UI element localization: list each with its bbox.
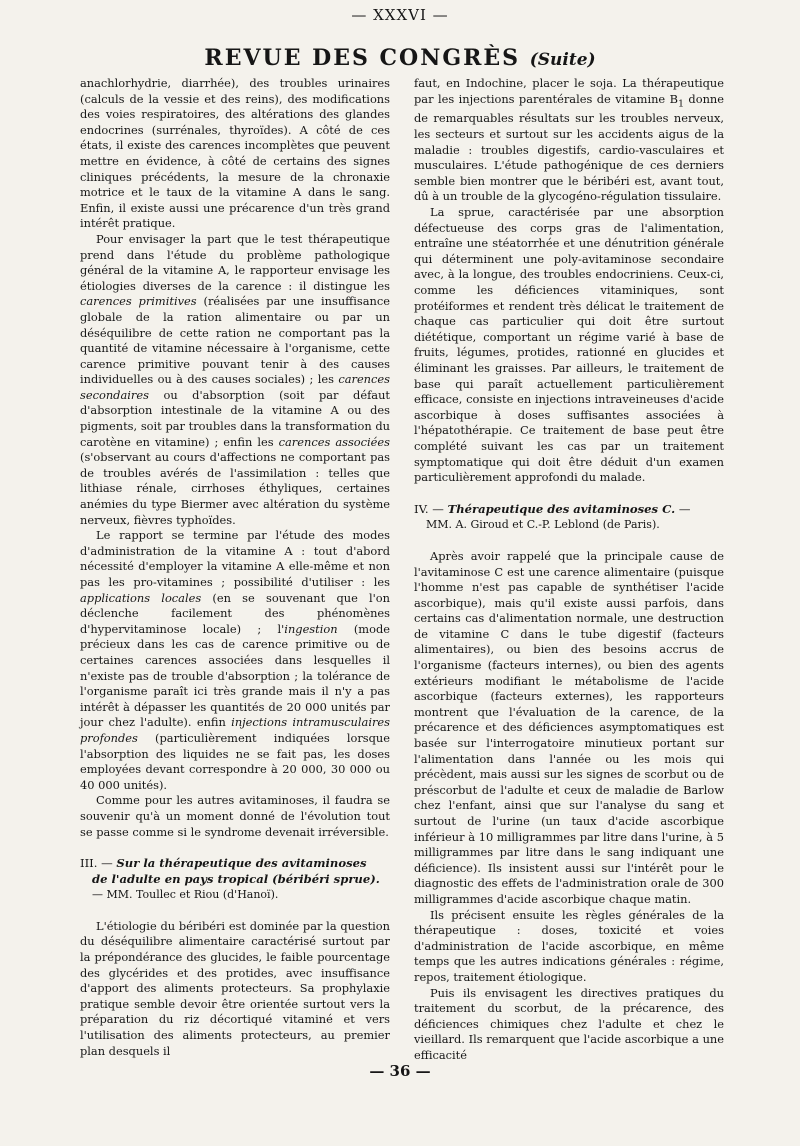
italic-text: injections intramusculaires profondes bbox=[80, 715, 390, 745]
section-iv-title-dash: — bbox=[675, 501, 691, 516]
subscript-text: 1 bbox=[677, 97, 684, 109]
left-column bbox=[80, 76, 390, 1059]
paragraph bbox=[414, 205, 724, 486]
paragraph bbox=[80, 528, 390, 793]
body-text: (en se souvenant que l'on déclenche facilement des phénomènes d'hypervitaminose locale) ; l' bbox=[80, 590, 390, 636]
page-title-suffix: (Suite) bbox=[529, 50, 596, 70]
body-text: Ils précisent ensuite les règles générales de la thérapeutique : doses, toxicité et voies d'administration de l'acide ascorbique, en même temps que les autres indications générales : régime, repos, traitement étiologique. bbox=[414, 907, 724, 984]
spacer bbox=[414, 533, 724, 549]
paragraph bbox=[80, 76, 390, 232]
right-column-body bbox=[414, 76, 724, 486]
page-bottom-number: — 36 — bbox=[369, 1062, 431, 1080]
section-iii-number: III. — bbox=[80, 856, 117, 871]
paragraph bbox=[414, 908, 724, 986]
section-iv-number: IV. — bbox=[414, 501, 448, 516]
spacer bbox=[80, 840, 390, 856]
spacer bbox=[414, 486, 724, 502]
section-iv-heading bbox=[414, 502, 724, 533]
body-text: (s'observant au cours d'affections ne comportant pas de troubles avérés de l'assimilation : telles que lithiase rénale, cirrhoses éthyliques, certaines anémies du type Biermer avec altération du système nerveux, fièvres typhoïdes. bbox=[80, 450, 390, 527]
section-iii-heading bbox=[80, 856, 390, 903]
body-text: Puis ils envisagent les directives pratiques du traitement du scorbut, de la précarence, des déficiences chimiques chez l'adulte et chez le vieillard. Ils remarquent que l'acide ascorbique a une efficacité bbox=[414, 985, 724, 1062]
body-text: (particulièrement indiquées lorsque l'absorption des liquides ne se fait pas, les doses employées devant correspondre à 20 000, 30 000 ou 40 000 unités). bbox=[80, 730, 390, 792]
italic-text: applications locales bbox=[80, 590, 202, 605]
left-column-body-after bbox=[80, 919, 390, 1059]
right-column-body-after bbox=[414, 549, 724, 1064]
body-text: La sprue, caractérisée par une absorption défectueuse des corps gras de l'alimentation, entraîne une stéatorrhée et une dénutrition générale qui déterminent une poly-avitaminose secondaire avec, à la longue, des troubles endocriniens. Ceux-ci, comme les déficiences vitaminiques, sont protéiformes et rendent très délicat le traitement de chaque cas particulier qui doit être surtout diététique, comportant un régime varié à base de fruits, légumes, protides, rationné en glucides et éliminant les graisses. Par ailleurs, le traitement de base qui paraît actuellement particulièrement efficace, consiste en injections intraveineuses d'acide ascorbique à doses suffisantes associées à l'hépatothérapie. Ce traitement de base peut être complété suivant les cas par un traitement symptomatique qui doit être déduit d'un examen particulièrement approfondi du malade. bbox=[414, 205, 724, 485]
italic-text: carences primitives bbox=[80, 294, 197, 309]
paragraph bbox=[80, 919, 390, 1059]
page-title bbox=[0, 45, 800, 71]
body-text: (réalisées par une insuffisance globale de la ration alimentaire ou par un déséquilibre de cette ration ne comportant pas la quantité de vitamine nécessaire à l'organisme, cette carence primitive pouvant tenir à des causes individuelles ou à des causes sociales) ; les bbox=[80, 294, 390, 387]
body-text: Après avoir rappelé que la principale cause de l'avitaminose C est une carence alimentaire (puisque l'homme n'est pas capable de synthétiser l'acide ascorbique), mais qu'il existe aussi parfois, dans certains cas d'alimentation normale, une destruction de vitamine C dans le tube digestif (facteurs alimentaires), ou bien des besoins accrus de l'organisme (facteurs internes), ou bien des agents extérieurs modifiant le métabolisme de l'acide ascorbique (facteurs externes), les rapporteurs montrent que l'évaluation de la carence, de la précarence et des déficiences asymptomatiques est basée sur l'interrogatoire minutieux portant sur l'alimentation dans l'année ou les mois qui précèdent, mais aussi sur les signes de scorbut ou de préscorbut de l'adulte et ceux de maladie de Barlow chez l'enfant, ainsi que sur l'analyse du sang et surtout de l'urine (un taux d'acide ascorbique inférieur à 10 milligrammes par litre dans l'urine, à 5 milligrammes par litre dans le sang indiquant une déficience). Ils insistent aussi sur l'intérêt pour le diagnostic des effets de l'administration orale de 300 milligrammes d'acide ascorbique chaque matin. bbox=[414, 548, 724, 906]
body-text: Pour envisager la part que le test thérapeutique prend dans l'étude du problème pathologique général de la vitamine A, le rapporteur envisage les étiologies diverses de la carence : il distingue les bbox=[80, 231, 390, 293]
right-column bbox=[414, 76, 724, 1064]
body-text: Comme pour les autres avitaminoses, il faudra se souvenir qu'à un moment donné de l'évolution tout se passe comme si le syndrome devenait irréversible. bbox=[80, 793, 390, 839]
italic-text: ingestion bbox=[284, 621, 338, 636]
paragraph bbox=[80, 232, 390, 528]
body-text: L'étiologie du béribéri est dominée par la question du déséquilibre alimentaire caractérisé surtout par la prépondérance des glucides, le faible pourcentage des glycérides et des protides, avec insuffisance d'apport des aliments protecteurs. Sa prophylaxie pratique semble devoir être orientée surtout vers la préparation du riz décortiqué vitaminé et vers l'utilisation des aliments protecteurs, au premier plan desquels il bbox=[80, 918, 390, 1058]
body-text: faut, en Indochine, placer le soja. La thérapeutique par les injections parentérales de vitamine B bbox=[414, 76, 724, 106]
page-top-number: — XXXVI — bbox=[351, 6, 449, 24]
body-text: anachlorhydrie, diarrhée), des troubles urinaires (calculs de la vessie et des reins), des modifications des voies respiratoires, des altérations des glandes endocrines (surrénales, thyroïdes). A côté de ces états, il existe des carences incomplètes que peuvent mettre en évidence, à côté de certains des signes cliniques précédents, la mesure de la chronaxie motrice et le taux de la vitamine A dans le sang. Enfin, il existe aussi une précarence d'un très grand intérêt pratique. bbox=[80, 76, 390, 231]
body-text: Le rapport se termine par l'étude des modes d'administration de la vitamine A : tout d'abord nécessité d'employer la vitamine A elle-même et non pas les pro-vitamines ; possibilité d'utiliser : les bbox=[80, 528, 390, 589]
section-iii-title-line1: Sur la thérapeutique des avitaminoses bbox=[116, 856, 367, 871]
paragraph bbox=[414, 549, 724, 908]
left-column-body bbox=[80, 76, 390, 840]
body-text: donne de remarquables résultats sur les troubles nerveux, les secteurs et surtout sur les accidents aigus de la maladie : troubles digestifs, cardio-vasculaires et musculaires. L'étude pathogénique de ces derniers semble bien montrer que le béribéri est, avant tout, dû à un trouble de la glycogéno-régulation tissulaire. bbox=[414, 91, 724, 204]
body-text: (mode précieux dans les cas de carence primitive ou de certaines carences associées dans lesquelles il n'existe pas de trouble d'absorption ; la tolérance de l'organisme paraît ici très grande mais il n'y a pas intérêt à dépasser les quantités de 20 000 unités par jour chez l'adulte). enfin bbox=[80, 621, 390, 730]
paragraph bbox=[414, 986, 724, 1064]
section-iv-authors: MM. A. Giroud et C.-P. Leblond (de Paris). bbox=[426, 518, 660, 532]
paragraph bbox=[80, 793, 390, 840]
page-title-text: REVUE DES CONGRÈS bbox=[204, 45, 521, 71]
italic-text: carences secondaires bbox=[80, 372, 390, 402]
section-iii-title-line2: de l'adulte en pays tropical (béribéri sprue). bbox=[92, 871, 380, 886]
section-iv-title: Thérapeutique des avitaminoses C. bbox=[447, 501, 676, 516]
section-iii-authors: — MM. Toullec et Riou (d'Hanoï). bbox=[92, 888, 279, 902]
paragraph bbox=[414, 76, 724, 205]
italic-text: carences associées bbox=[278, 434, 391, 449]
spacer bbox=[80, 903, 390, 919]
body-text: ou d'absorption (soit par défaut d'absorption intestinale de la vitamine A ou des pigments, soit par troubles dans la transformation du carotène en vitamine) ; enfin les bbox=[80, 387, 390, 449]
